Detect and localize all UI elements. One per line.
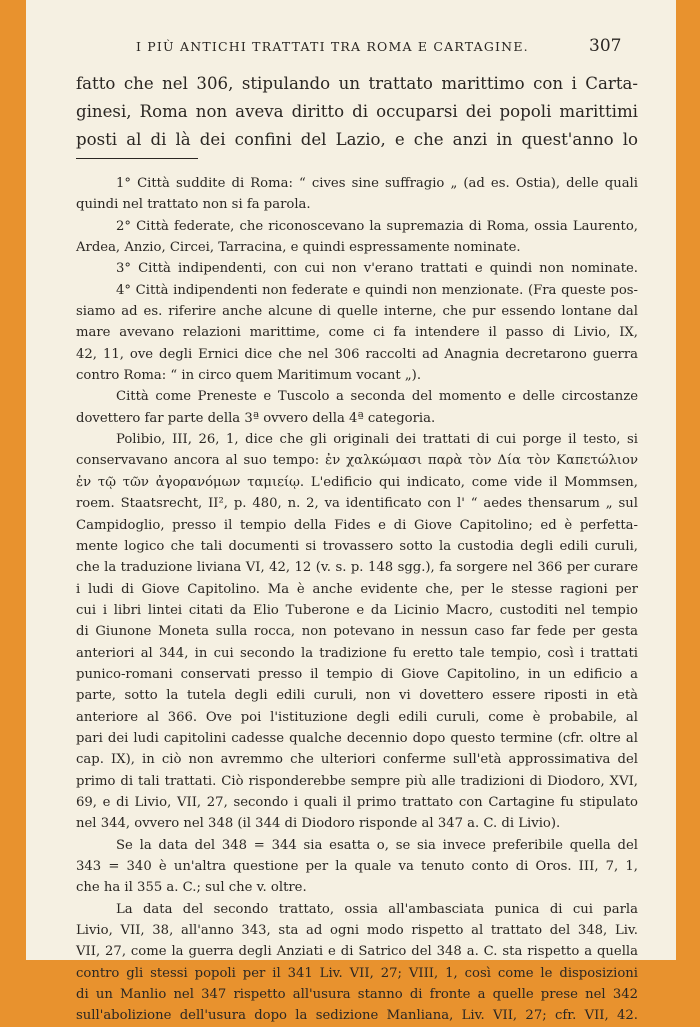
note-line: 2° Città federate, che riconoscevano la supremazia di Roma, ossia Laurento,	[116, 218, 638, 234]
note-line: conservavano ancora al suo tempo: ἐν χαλκώμασι παρὰ τὸν Δία τὸν Καπετώλιον	[76, 453, 638, 469]
note-line: Se la data del 348 = 344 sia esatta o, se sia invece preferibile quella del	[116, 837, 638, 853]
note-line: sull'abolizione dell'usura dopo la sedizione Manliana, Liv. VII, 27; cfr. VII, 42.	[76, 1008, 638, 1024]
note-line: anteriore al 366. Ove poi l'istituzione degli edili curuli, come è probabile, al	[76, 709, 638, 725]
note-line: che ha il 355 a. C.; sul che v. oltre.	[76, 880, 307, 896]
running-head: I PIÙ ANTICHI TRATTATI TRA ROMA E CARTAGINE.	[136, 39, 529, 54]
note-line: Livio, VII, 38, all'anno 343, sta ad ogni modo rispetto al trattato del 348, Liv.	[76, 923, 638, 939]
note-line: contro Roma: “ in circo quem Maritimum vocant „).	[76, 368, 422, 384]
note-line: 69, e di Livio, VII, 27, secondo i quali il primo trattato con Cartagine fu stipulato	[76, 794, 638, 810]
note-line: 343 = 340 è un'altra questione per la quale va tenuto conto di Oros. III, 7, 1,	[76, 859, 638, 874]
note-line: pari dei ludi capitolini cadesse qualche decennio dopo questo termine (cfr. oltre al	[76, 730, 638, 746]
body-line: fatto che nel 306, stipulando un trattato marittimo con i Carta-	[76, 74, 638, 93]
note-line: roem. Staatsrecht, II², p. 480, n. 2, va identificato con l' “ aedes thensarum „ sul	[76, 496, 638, 512]
note-line: 42, 11, ove degli Ernici dice che nel 306 raccolti ad Anagnia decretarono guerra	[76, 346, 638, 362]
note-line: primo di tali trattati. Ciò risponderebbe sempre più alle tradizioni di Diodoro, XVI,	[76, 773, 638, 789]
note-line: siamo ad es. riferire anche alcune di quelle interne, che pur essendo lontane dal	[76, 304, 638, 320]
note-line: cap. IX), in ciò non avremmo che ulteriori conferme sull'età approssimativa del	[76, 752, 638, 768]
note-line: Campidoglio, presso il tempio della Fides e di Giove Capitolino; ed è perfetta-	[76, 517, 638, 533]
note-line: 4° Città indipendenti non federate e quindi non menzionate. (Fra queste pos-	[116, 282, 638, 298]
note-line: Polibio, III, 26, 1, dice che gli originali dei trattati di cui porge il testo, si	[116, 432, 638, 448]
note-line: contro gli stessi popoli per il 341 Liv. VII, 27; VIII, 1, così come le disposizioni	[76, 965, 638, 981]
book-page	[26, 0, 676, 1024]
note-line: quindi nel trattato non si fa parola.	[76, 197, 311, 213]
page-number: 307	[589, 36, 622, 56]
note-line: 3° Città indipendenti, con cui non v'erano trattati e quindi non nominate.	[116, 261, 638, 277]
note-line: mente logico che tali documenti si trovassero sotto la custodia degli edili curuli,	[76, 538, 638, 554]
note-line: cui i libri lintei citati da Elio Tuberone e da Licinio Macro, custoditi nel tempio	[76, 602, 638, 618]
note-line: VII, 27, come la guerra degli Anziati e di Satrico del 348 a. C. sta rispetto a quella	[76, 944, 638, 960]
note-line: punico-romani conservati presso il tempio di Giove Capitolino, in un edificio a	[76, 666, 638, 682]
note-line: ἐν τῷ τῶν ἀγορανόμων ταμιείῳ. L'edificio qui indicato, come vide il Mommsen,	[76, 474, 638, 490]
note-line: Città come Preneste e Tuscolo a seconda del momento e delle circostanze	[116, 389, 638, 405]
note-line: i ludi di Giove Capitolino. Ma è anche evidente che, per le stesse ragioni per	[76, 581, 638, 597]
note-line: dovettero far parte della 3ª ovvero della 4ª categoria.	[76, 410, 436, 426]
body-line: ginesi, Roma non aveva diritto di occuparsi dei popoli marittimi	[76, 102, 638, 121]
note-line: mare avevano relazioni marittime, come ci fa intendere il passo di Livio, IX,	[76, 325, 638, 341]
page-header	[26, 36, 676, 60]
note-line: che la traduzione liviana VI, 42, 12 (v. s. p. 148 sgg.), fa sorgere nel 366 per curare	[76, 560, 638, 576]
note-line: di Giunone Moneta sulla rocca, non potevano in nessun caso far fede per gesta	[76, 624, 638, 640]
body-line: posti al di là dei confini del Lazio, e che anzi in quest'anno lo	[76, 130, 638, 149]
note-line: parte, sotto la tutela degli edili curuli, non vi dovettero essere riposti in età	[76, 688, 638, 704]
note-line: anteriori al 344, in cui secondo la tradizione fu eretto tale tempio, così i trattati	[76, 645, 638, 661]
note-line: nel 344, ovvero nel 348 (il 344 di Diodoro risponde al 347 a. C. di Livio).	[76, 816, 561, 832]
footnote-separator	[76, 158, 198, 159]
body-text	[76, 70, 638, 154]
note-line: di un Manlio nel 347 rispetto all'usura stanno di fronte a quelle prese nel 342	[76, 987, 638, 1003]
note-line: La data del secondo trattato, ossia all'ambasciata punica di cui parla	[116, 901, 638, 917]
note-line: 1° Città suddite di Roma: “ cives sine suffragio „ (ad es. Ostia), delle quali	[116, 176, 638, 191]
note-line: Ardea, Anzio, Circei, Tarracina, e quindi espressamente nominate.	[76, 240, 521, 256]
footnotes	[76, 173, 638, 1027]
